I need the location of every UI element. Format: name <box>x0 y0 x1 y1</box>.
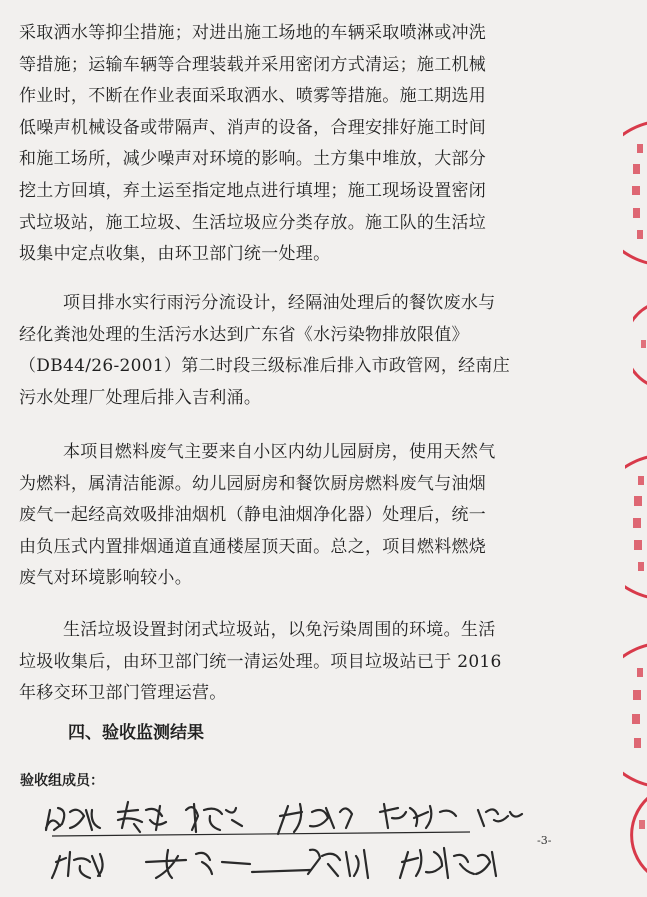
paragraph-garbage <box>19 615 502 710</box>
text-line: 由负压式内置排烟通道直通楼屋顶天面。总之，项目燃料燃烧 <box>19 536 487 557</box>
members-label: 验收组成员： <box>20 773 104 789</box>
signature-stroke <box>252 850 368 878</box>
text-line: 生活垃圾设置封闭式垃圾站，以免污染周围的环境。生活 <box>63 620 496 640</box>
signature-underline <box>52 832 470 836</box>
text-line: 废气一起经高效吸排油烟机（静电油烟净化器）处理后，统一 <box>19 505 487 526</box>
signature-stroke <box>278 804 352 834</box>
text-line: 低噪声机械设备或带隔声、消声的设备，合理安排好施工时间 <box>19 117 487 138</box>
text-line: 圾集中定点收集，由环卫部门统一处理。 <box>19 244 331 265</box>
text-line: 经化粪池处理的生活污水达到广东省《水污染物排放限值》 <box>19 324 469 345</box>
signature-stroke <box>118 802 166 832</box>
page-number: -3- <box>537 834 552 847</box>
seal-stamp-icon <box>623 118 647 268</box>
signature-stroke <box>478 809 522 826</box>
signature-stroke <box>400 848 496 878</box>
text-line: 污水处理厂处理后排入吉利涌。 <box>19 387 262 408</box>
text-line: 等措施；运输车辆等合理装载并采用密闭方式清运；施工机械 <box>19 54 487 75</box>
signature-stroke <box>380 804 456 828</box>
paragraph-drainage <box>19 288 510 414</box>
text-line: 采取洒水等抑尘措施；对进出施工场地的车辆采取喷淋或冲洗 <box>19 23 487 43</box>
text-line: 为燃料，属清洁能源。幼儿园厨房和餐饮厨房燃料废气与油烟 <box>19 473 487 494</box>
seal-stamp-icon <box>623 640 647 790</box>
text-line: （DB44/26-2001）第二时段三级标准后排入市政管网，经南庄 <box>19 356 511 377</box>
text-line: 式垃圾站，施工垃圾、生活垃圾应分类存放。施工队的生活垃 <box>19 212 487 233</box>
text-line: 和施工场所，减少噪声对环境的影响。土方集中堆放，大部分 <box>19 149 487 170</box>
seal-stamp-icon <box>625 452 647 602</box>
text-line: 项目排水实行雨污分流设计，经隔油处理后的餐饮废水与 <box>63 293 496 313</box>
seal-stamp-icon <box>629 790 647 880</box>
paragraph-fuel-exhaust <box>19 437 496 595</box>
paragraph-construction-measures <box>19 18 486 271</box>
signature-stroke <box>52 852 103 878</box>
signature-stroke <box>146 850 250 878</box>
text-line: 作业时，不断在作业表面采取洒水、喷雾等措施。施工期选用 <box>19 86 487 107</box>
signature-stroke <box>186 804 242 832</box>
text-line: 本项目燃料废气主要来自小区内幼儿园厨房，使用天然气 <box>63 442 496 462</box>
text-line: 废气对环境影响较小。 <box>19 568 192 589</box>
signature-stroke <box>46 808 100 830</box>
text-line: 挖土方回填，弃土运至指定地点进行填埋；施工现场设置密闭 <box>19 180 487 201</box>
seal-stamp-icon <box>633 300 647 390</box>
section-heading: 四、验收监测结果 <box>68 723 204 743</box>
text-line: 垃圾收集后，由环卫部门统一清运处理。项目垃圾站已于 2016 <box>19 651 502 672</box>
text-line: 年移交环卫部门管理运营。 <box>19 683 227 704</box>
